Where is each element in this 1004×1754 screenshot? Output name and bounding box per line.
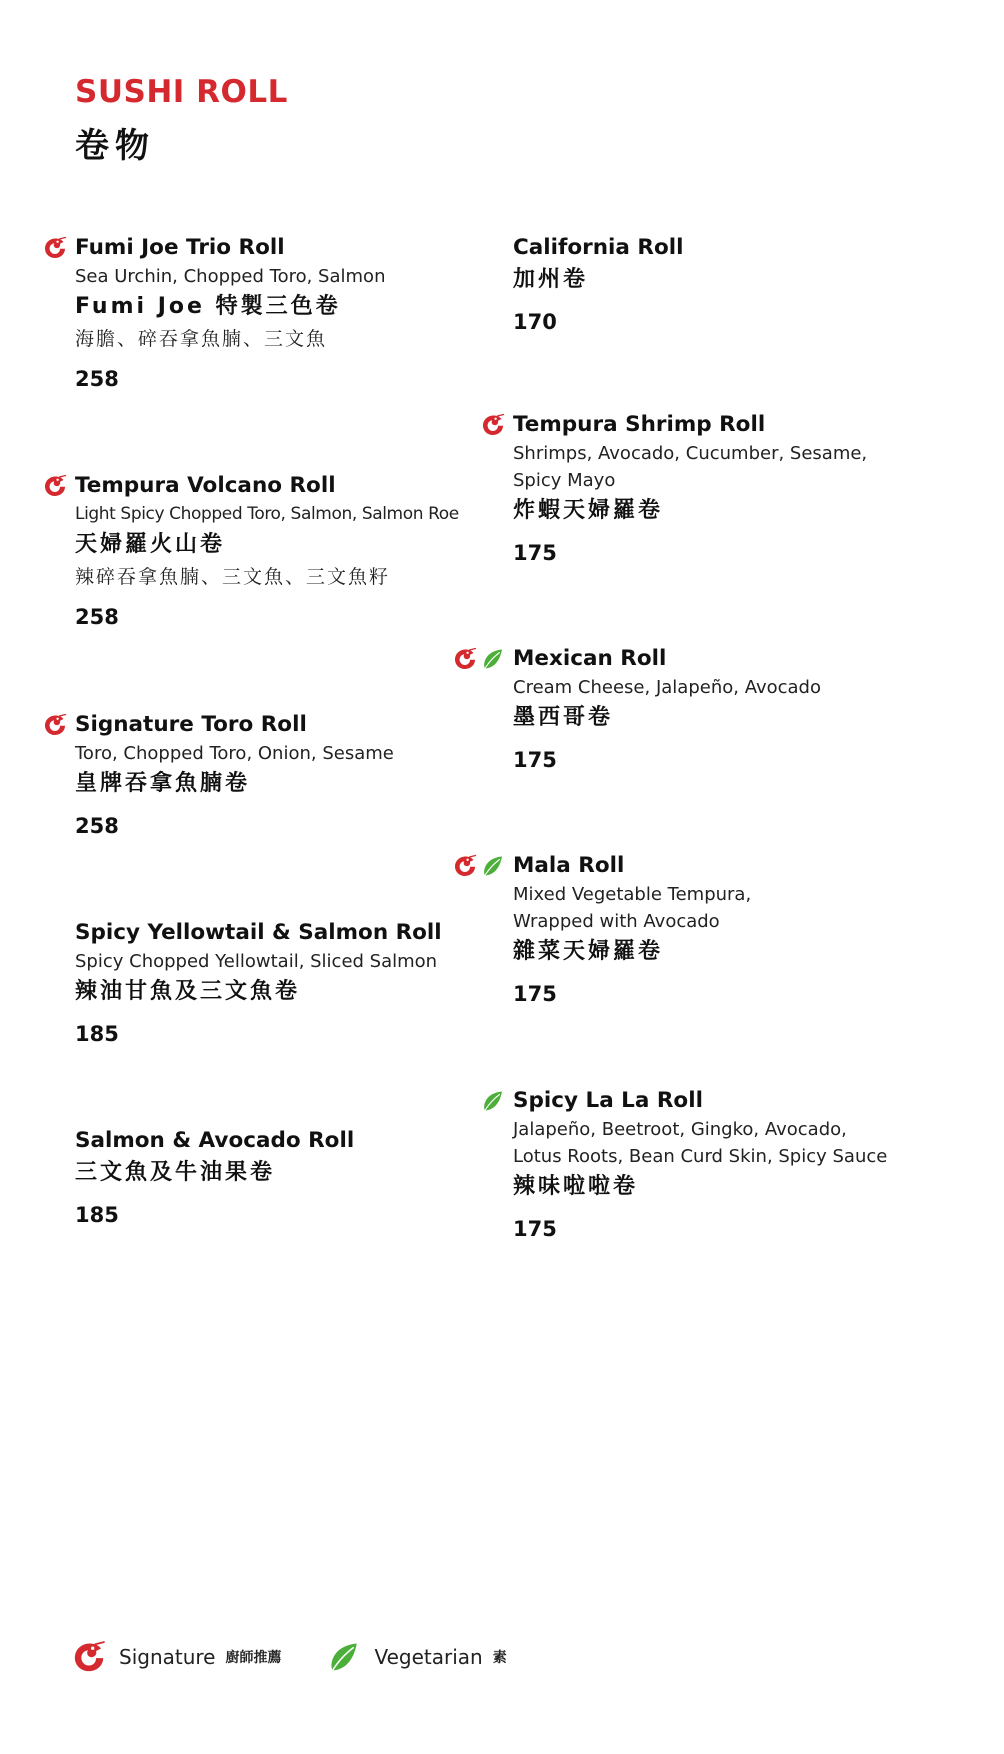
item-description-line-2: Spicy Mayo — [513, 470, 616, 491]
item-description-line-2: Wrapped with Avocado — [513, 911, 720, 932]
item-name-zh: 天婦羅火山卷 — [75, 532, 226, 557]
item-description-line-1: Mixed Vegetable Tempura, — [513, 884, 752, 905]
item-price: 258 — [75, 367, 119, 391]
menu-item — [75, 1126, 505, 1228]
item-badges — [43, 713, 67, 737]
item-name-en: Mala Roll — [513, 853, 625, 878]
item-badges — [43, 236, 67, 260]
item-name-en: Fumi Joe Trio Roll — [75, 235, 285, 260]
menu-item — [513, 410, 943, 566]
item-price: 175 — [513, 541, 557, 565]
item-name-zh: Fumi Joe 特製三色卷 — [75, 294, 341, 319]
menu-item — [75, 710, 505, 839]
item-price: 258 — [75, 814, 119, 838]
item-badges — [453, 854, 505, 878]
leaf-icon — [481, 647, 505, 671]
menu-item — [75, 233, 505, 392]
legend-signature-zh: 廚師推薦 — [225, 1650, 282, 1666]
legend-vegetarian-zh: 素 — [492, 1650, 507, 1666]
page-title-zh: 卷物 — [75, 126, 155, 166]
item-badges — [481, 413, 505, 437]
item-description: Light Spicy Chopped Toro, Salmon, Salmon Roe — [75, 504, 459, 524]
item-name-zh: 墨西哥卷 — [513, 705, 614, 730]
item-price: 170 — [513, 310, 557, 334]
menu-item — [513, 851, 943, 1007]
legend-vegetarian-label: Vegetarian — [374, 1645, 483, 1669]
item-badges — [43, 474, 67, 498]
item-price: 175 — [513, 1217, 557, 1241]
item-price: 175 — [513, 748, 557, 772]
legend — [72, 1640, 507, 1674]
shrimp-icon — [43, 236, 67, 260]
item-name-en: Tempura Volcano Roll — [75, 473, 336, 498]
item-description-line-2: Lotus Roots, Bean Curd Skin, Spicy Sauce — [513, 1146, 888, 1167]
item-name-zh: 辣味啦啦卷 — [513, 1174, 639, 1199]
leaf-icon — [327, 1640, 361, 1674]
item-description: Cream Cheese, Jalapeño, Avocado — [513, 677, 821, 698]
shrimp-icon — [453, 647, 477, 671]
menu-item — [75, 471, 505, 630]
menu-item — [513, 1086, 943, 1242]
shrimp-icon — [481, 413, 505, 437]
item-price: 185 — [75, 1203, 119, 1227]
legend-signature-label: Signature — [119, 1645, 216, 1669]
item-name-en: Signature Toro Roll — [75, 712, 307, 737]
item-price: 175 — [513, 982, 557, 1006]
item-name-zh: 加州卷 — [513, 267, 589, 292]
item-description-line-1: Shrimps, Avocado, Cucumber, Sesame, — [513, 443, 868, 464]
item-name-zh: 三文魚及牛油果卷 — [75, 1160, 276, 1185]
item-badges — [481, 1089, 505, 1113]
menu-item — [75, 918, 505, 1047]
item-name-zh: 雜菜天婦羅卷 — [513, 939, 664, 964]
menu-item — [513, 233, 943, 335]
item-description: Toro, Chopped Toro, Onion, Sesame — [75, 743, 394, 764]
leaf-icon — [481, 854, 505, 878]
item-name-zh: 皇牌吞拿魚腩卷 — [75, 771, 251, 796]
shrimp-icon — [43, 713, 67, 737]
item-name-zh: 辣油甘魚及三文魚卷 — [75, 979, 301, 1004]
shrimp-icon — [72, 1640, 106, 1674]
item-description-zh: 海膽、碎吞拿魚腩、三文魚 — [75, 328, 328, 350]
item-name-en: Salmon & Avocado Roll — [75, 1128, 355, 1153]
item-price: 185 — [75, 1022, 119, 1046]
menu-item — [513, 644, 943, 773]
item-name-en: Mexican Roll — [513, 646, 667, 671]
item-description-line-1: Jalapeño, Beetroot, Gingko, Avocado, — [513, 1119, 847, 1140]
page-title-en: SUSHI ROLL — [75, 74, 288, 110]
item-name-en: Spicy La La Roll — [513, 1088, 703, 1113]
shrimp-icon — [453, 854, 477, 878]
item-name-en: Spicy Yellowtail & Salmon Roll — [75, 920, 442, 945]
leaf-icon — [481, 1089, 505, 1113]
item-description: Spicy Chopped Yellowtail, Sliced Salmon — [75, 951, 438, 972]
shrimp-icon — [43, 474, 67, 498]
item-price: 258 — [75, 605, 119, 629]
item-name-en: California Roll — [513, 235, 684, 260]
item-name-zh: 炸蝦天婦羅卷 — [513, 498, 664, 523]
item-description: Sea Urchin, Chopped Toro, Salmon — [75, 266, 386, 287]
item-description-zh: 辣碎吞拿魚腩、三文魚、三文魚籽 — [75, 566, 391, 588]
item-badges — [453, 647, 505, 671]
item-name-en: Tempura Shrimp Roll — [513, 412, 766, 437]
